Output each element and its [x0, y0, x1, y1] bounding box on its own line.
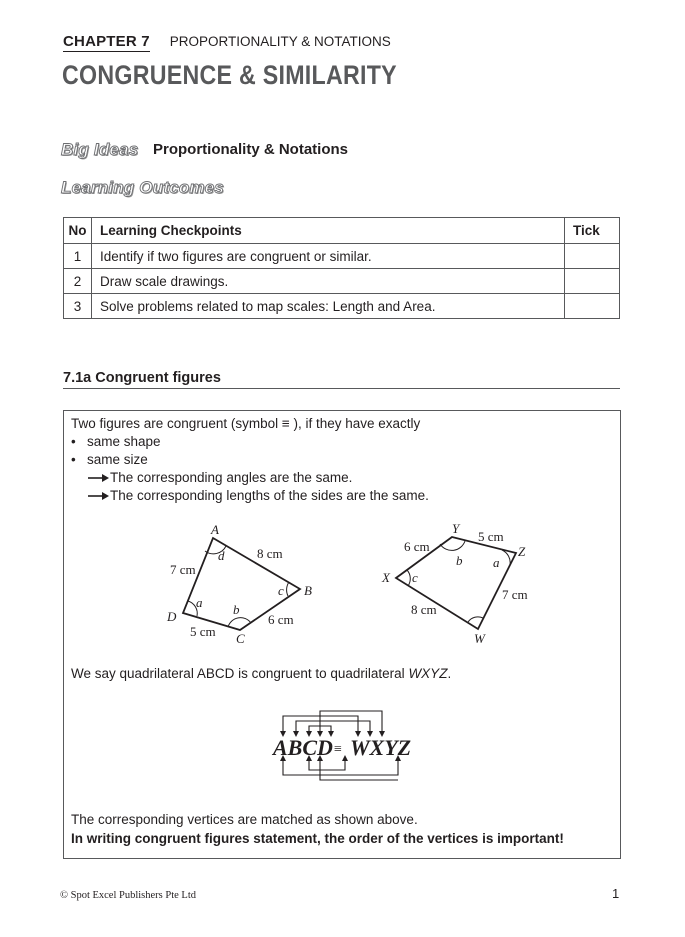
page-title: CONGRUENCE & SIMILARITY: [62, 60, 397, 90]
vertex-label: B: [304, 583, 312, 598]
vertex-label: Y: [452, 521, 460, 536]
side-label: 6 cm: [404, 539, 430, 554]
vertex-label: A: [211, 522, 219, 537]
vertex-label: Z: [518, 544, 526, 559]
side-label: 8 cm: [411, 602, 437, 617]
congruent-definition: Two figures are congruent (symbol ≡ ), if they have exactly: [71, 416, 421, 431]
vertex-label: C: [236, 631, 245, 646]
section-heading: 7.1a Congruent figures: [63, 370, 221, 386]
angle-label: d: [218, 548, 225, 563]
side-label: 8 cm: [257, 546, 283, 561]
chapter-topic: PROPORTIONALITY & NOTATIONS: [169, 34, 391, 49]
notation-left: ABCD: [273, 735, 333, 760]
page-number: 1: [612, 886, 620, 901]
angle-label: b: [456, 553, 463, 568]
angle-label: c: [278, 583, 284, 598]
statement-period: .: [447, 666, 452, 681]
footer-copyright: © Spot Excel Publishers Pte Ltd: [60, 890, 197, 901]
angle-label: a: [196, 595, 203, 610]
big-ideas-text: Proportionality & Notations: [153, 141, 348, 158]
big-ideas-label: Big Ideas: [61, 140, 139, 159]
angle-label: a: [493, 555, 500, 570]
row-checkpoint: Identify if two figures are congruent or similar.: [92, 244, 565, 269]
bullet-icon: •: [71, 434, 76, 449]
side-label: 7 cm: [502, 587, 528, 602]
bullet-text: same size: [87, 452, 148, 467]
angle-label: b: [233, 602, 240, 617]
bullet-text: same shape: [87, 434, 161, 449]
statement-text: We say quadrilateral ABCD is congruent to quadrilateral: [71, 666, 409, 681]
important-note: In writing congruent figures statement, the order of the vertices is important!: [71, 831, 564, 846]
row-no: 1: [64, 244, 92, 269]
side-label: 5 cm: [478, 529, 504, 544]
row-no: 2: [64, 269, 92, 294]
vertex-label: D: [167, 609, 177, 624]
vertex-label: X: [382, 570, 390, 585]
col-header-tick: Tick: [565, 218, 620, 244]
bullet-icon: •: [71, 452, 76, 467]
col-header-no: No: [64, 218, 92, 244]
row-checkpoint: Solve problems related to map scales: Length and Area.: [92, 294, 565, 319]
sub-point-text: The corresponding angles are the same.: [110, 470, 353, 485]
vertex-label: W: [474, 631, 485, 646]
statement-wxyz: WXYZ: [408, 666, 448, 681]
side-label: 5 cm: [190, 624, 216, 639]
chapter-label: CHAPTER 7: [63, 33, 150, 50]
side-label: 6 cm: [268, 612, 294, 627]
matched-note: The corresponding vertices are matched as shown above.: [71, 812, 418, 827]
angle-label: c: [412, 570, 418, 585]
congruence-statement: [71, 665, 451, 683]
sub-point-text: The corresponding lengths of the sides are the same.: [110, 488, 429, 503]
row-no: 3: [64, 294, 92, 319]
congruence-symbol: ≡: [334, 742, 342, 757]
notation-right: WXYZ: [350, 735, 412, 760]
wxyz-labels: [381, 521, 528, 646]
learning-outcomes-label: Learning Outcomes: [61, 178, 225, 197]
side-label: 7 cm: [170, 562, 196, 577]
congruence-notation: [271, 735, 411, 760]
row-checkpoint: Draw scale drawings.: [92, 269, 565, 294]
col-header-checkpoints: Learning Checkpoints: [92, 218, 565, 244]
